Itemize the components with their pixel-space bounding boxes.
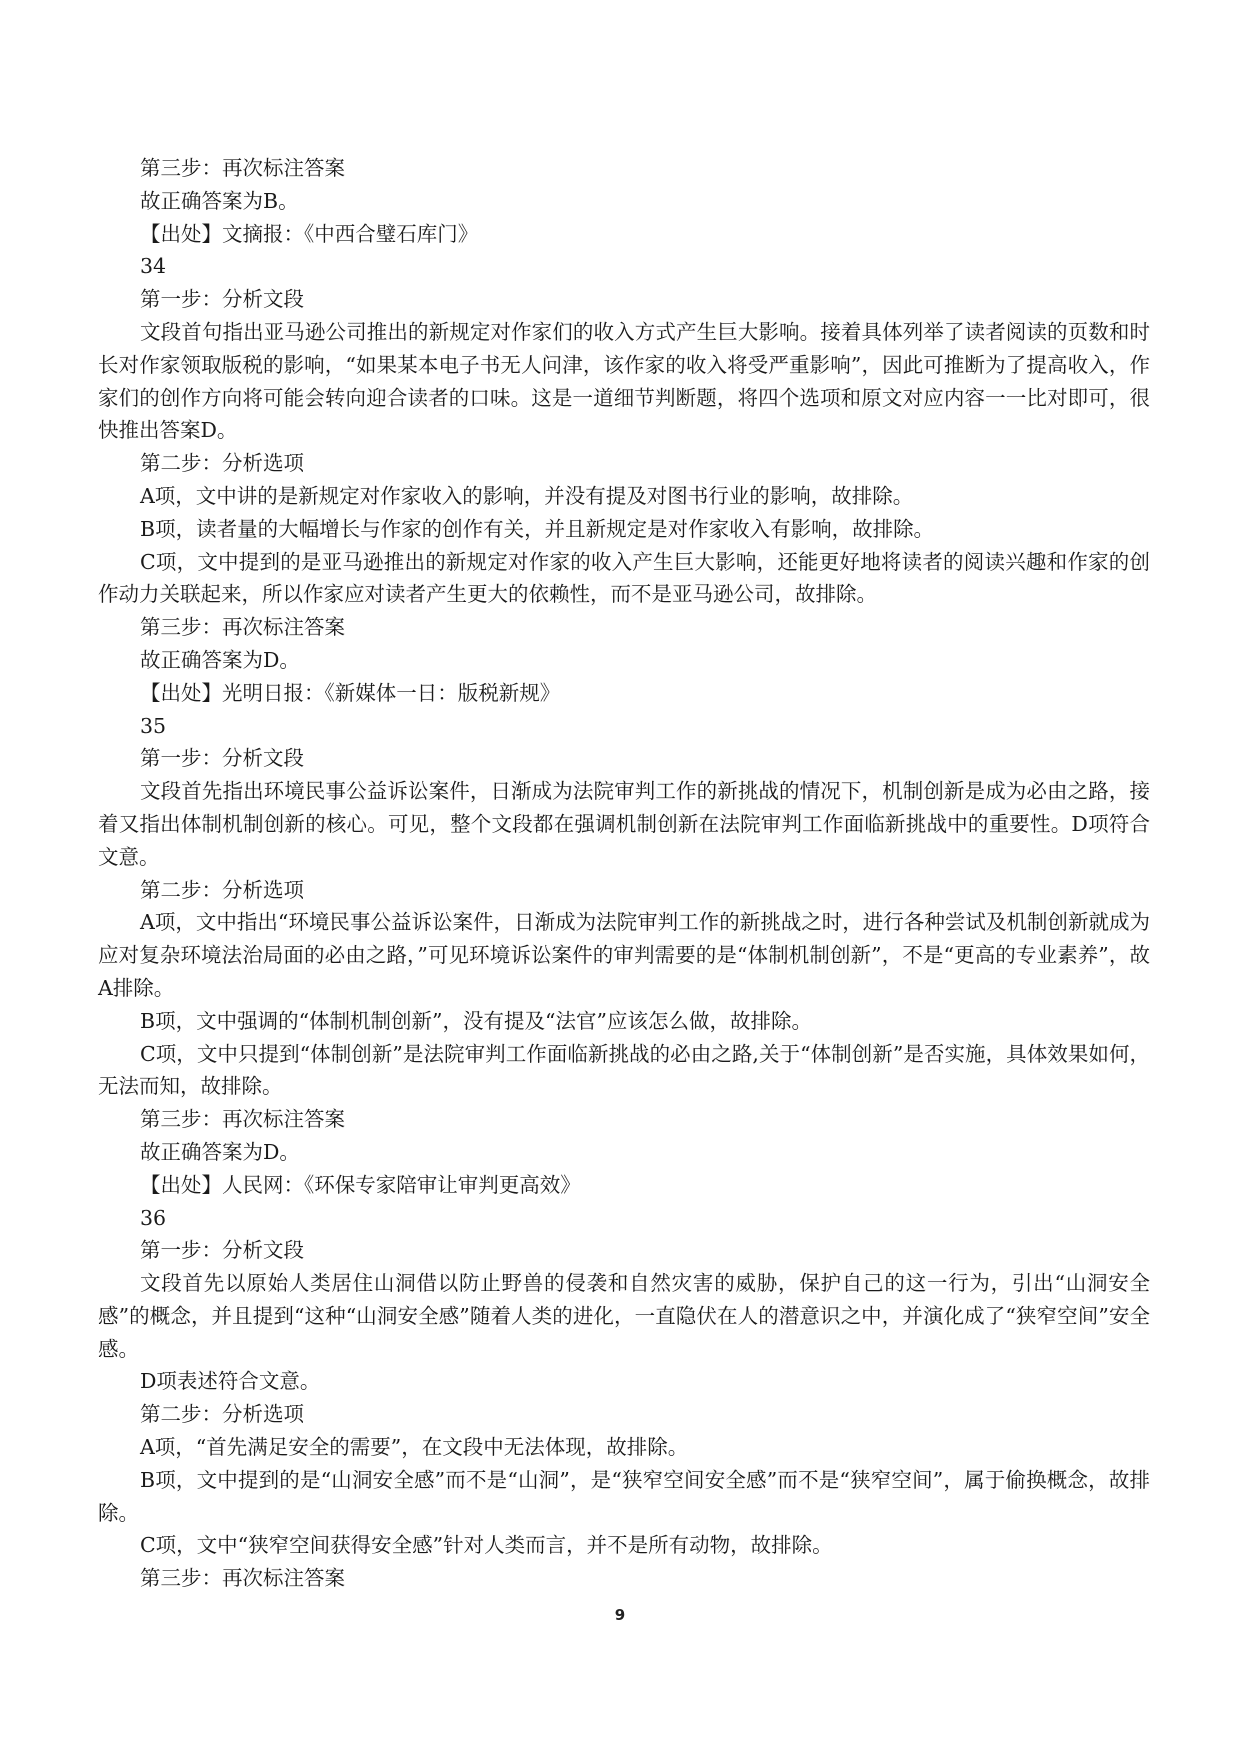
option-analysis: C项，文中提到的是亚马逊推出的新规定对作家的收入产生巨大影响，还能更好地将读者的阅读兴趣和作家的创作动力关联起来，所以作家应对读者产生更大的依赖性，而不是亚马逊公司，故排除。: [98, 549, 1150, 607]
option-analysis: A项，文中指出“环境民事公益诉讼案件，日渐成为法院审判工作的新挑战之时，进行各种尝试及机制创新就成为应对复杂环境法治局面的必由之路，”可见环境诉讼案件的审判需要的是“体制机制创新”，不是“更高的专业素养”，故A排除。: [98, 910, 1150, 1000]
step-heading: 第三步：再次标注答案: [140, 615, 345, 640]
step-heading: 第一步：分析文段: [140, 287, 304, 312]
option-analysis: B项，文中提到的是“山洞安全感”而不是“山洞”，是“狭窄空间安全感”而不是“狭窄空间”，属于偷换概念，故排除。: [98, 1467, 1150, 1525]
source-line: 【出处】人民网：《环保专家陪审让审判更高效》: [140, 1172, 581, 1197]
step-heading: 第三步：再次标注答案: [140, 156, 345, 180]
analysis-paragraph: 文段首先指出环境民事公益诉讼案件，日渐成为法院审判工作的新挑战的情况下，机制创新是成为必由之路，接着又指出体制机制创新的核心。可见，整个文段都在强调机制创新在法院审判工作面临新挑战中的重要性。D项符合文意。: [98, 779, 1150, 869]
question-number: 34: [140, 254, 167, 279]
answer-line: 故正确答案为D。: [140, 1139, 300, 1164]
option-analysis: A项，“首先满足安全的需要”，在文段中无法体现，故排除。: [140, 1435, 689, 1460]
step-heading: 第二步：分析选项: [140, 877, 304, 902]
source-line: 【出处】文摘报：《中西合璧石库门》: [140, 221, 479, 246]
option-analysis: C项，文中只提到“体制创新”是法院审判工作面临新挑战的必由之路,关于“体制创新”是否实施，具体效果如何，无法而知，故排除。: [98, 1041, 1150, 1099]
page-number: 9: [614, 1606, 626, 1624]
document-body: [98, 152, 1150, 1595]
answer-line: 故正确答案为B。: [140, 188, 299, 213]
step-heading: 第二步：分析选项: [140, 1402, 304, 1427]
option-analysis: B项，读者量的大幅增长与作家的创作有关，并且新规定是对作家收入有影响，故排除。: [140, 516, 935, 541]
step-heading: 第二步：分析选项: [140, 451, 304, 476]
answer-line: 故正确答案为D。: [140, 647, 300, 672]
step-heading: 第一步：分析文段: [140, 746, 304, 771]
option-analysis: C项，文中“狭窄空间获得安全感”针对人类而言，并不是所有动物，故排除。: [140, 1533, 833, 1558]
analysis-paragraph: 文段首句指出亚马逊公司推出的新规定对作家们的收入方式产生巨大影响。接着具体列举了读者阅读的页数和时长对作家领取版税的影响，“如果某本电子书无人问津，该作家的收入将受严重影响”，因此可推断为了提高收入，作家们的创作方向将可能会转向迎合读者的口味。这是一道细节判断题，将四个选项和原文对应内容一一比对即可，很快推出答案D。: [98, 319, 1150, 443]
option-analysis: B项，文中强调的“体制机制创新”，没有提及“法官”应该怎么做，故排除。: [140, 1008, 812, 1033]
analysis-paragraph: 文段首先以原始人类居住山洞借以防止野兽的侵袭和自然灾害的威胁，保护自己的这一行为，引出“山洞安全感”的概念，并且提到“这种“山洞安全感”随着人类的进化，一直隐伏在人的潜意识之中，并演化成了“狭窄空间”安全感。: [98, 1271, 1150, 1361]
option-analysis: A项，文中讲的是新规定对作家收入的影响，并没有提及对图书行业的影响，故排除。: [140, 483, 914, 508]
step-heading: 第三步：再次标注答案: [140, 1566, 345, 1591]
step-heading: 第三步：再次标注答案: [140, 1107, 345, 1132]
analysis-conclusion: D项表述符合文意。: [140, 1369, 321, 1394]
question-number: 35: [140, 713, 167, 738]
step-heading: 第一步：分析文段: [140, 1238, 304, 1263]
source-line: 【出处】光明日报：《新媒体一日：版税新规》: [140, 680, 561, 705]
question-number: 36: [140, 1205, 167, 1230]
